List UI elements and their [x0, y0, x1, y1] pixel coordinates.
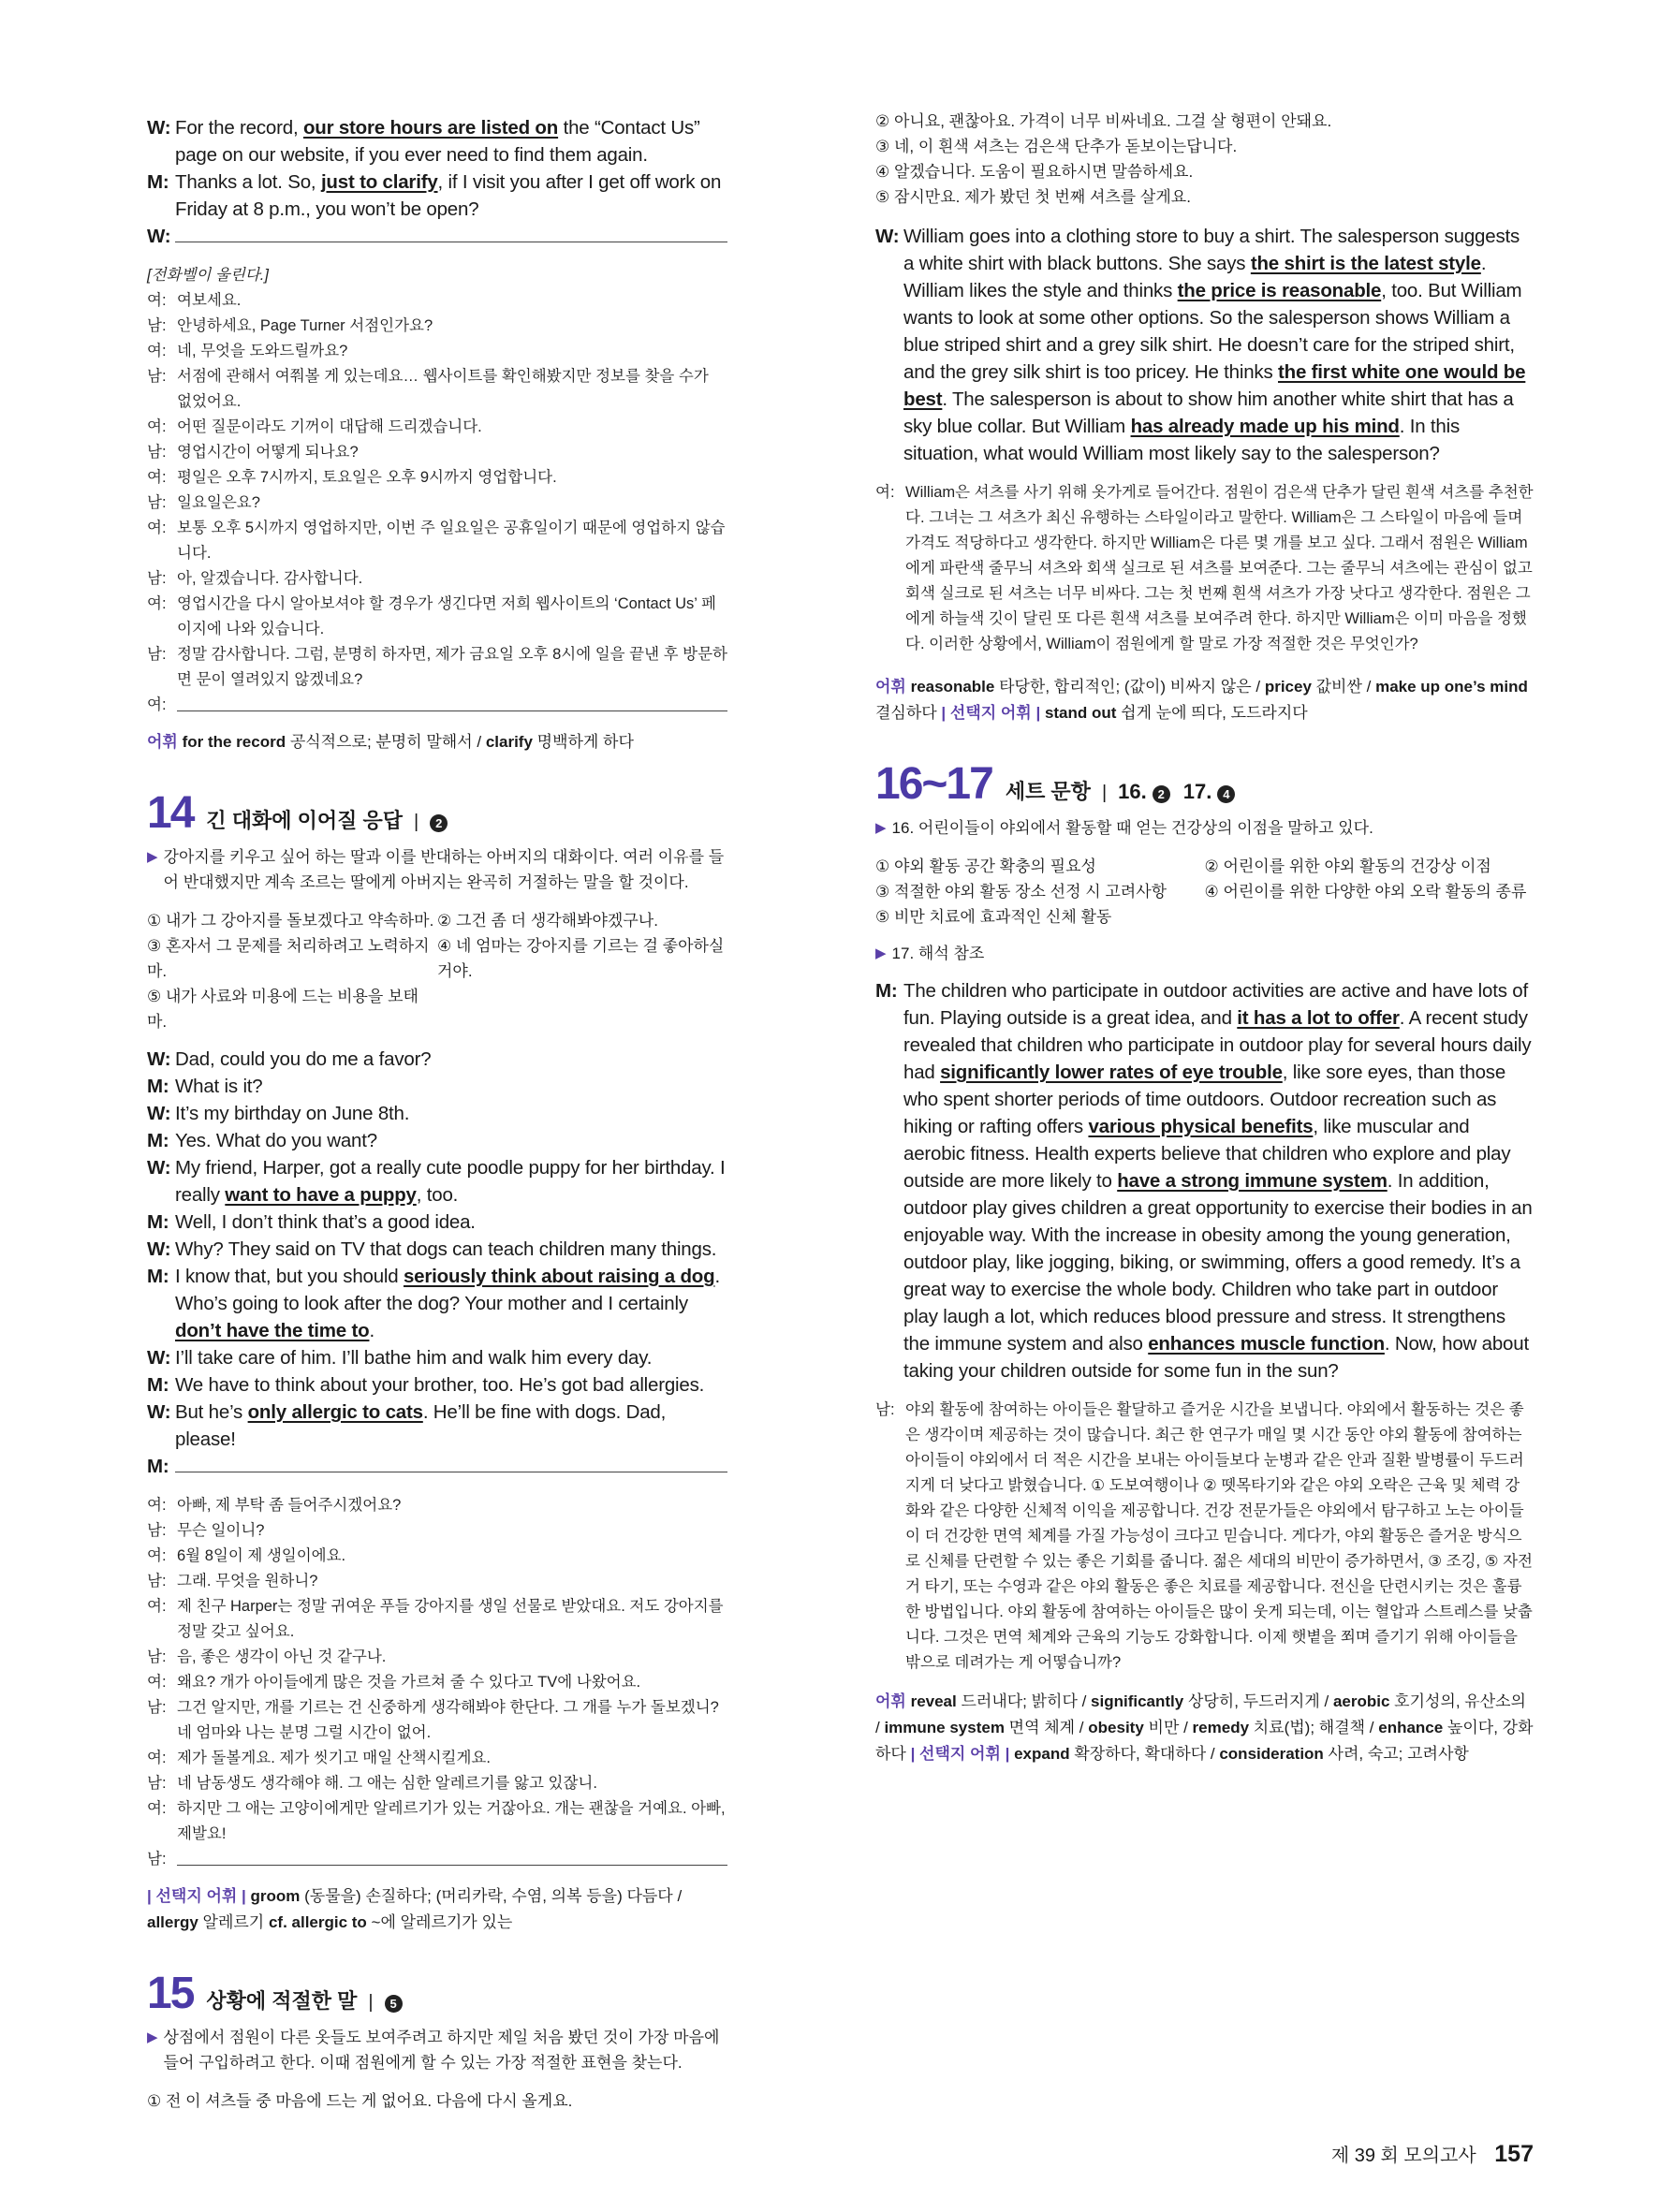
vocab-meaning: 사려, 숙고; 고려사항 [1323, 1745, 1469, 1763]
dialog-14 [147, 1046, 727, 1480]
dialog-line [147, 1154, 727, 1209]
vocab-meaning: 명백하게 하다 [532, 733, 634, 751]
translation-line [147, 465, 727, 491]
translation-line [147, 440, 727, 465]
speaker-label: 여: [147, 1800, 167, 1817]
text-segment: I know that, but you should [175, 1266, 404, 1287]
translation-text: 그래. 무엇을 원하니? [177, 1573, 318, 1589]
translation-text [177, 693, 727, 720]
speaker-label: W: [147, 1048, 171, 1070]
translation-text: 아, 알겠습니다. 감사합니다. [177, 570, 363, 587]
dialog-text [175, 1453, 727, 1480]
translation-text: 무슨 일이니? [177, 1522, 265, 1539]
triangle-icon: ▶ [875, 820, 887, 836]
key-phrase: enhances muscle function [1148, 1333, 1385, 1355]
vocab-term: cf. allergic to [268, 1913, 367, 1931]
option-15-1: ① 전 이 셔츠들 중 마음에 드는 게 없어요. 다음에 다시 올게요. [147, 2092, 573, 2110]
translation-text: 정말 감사합니다. 그럼, 분명히 하자면, 제가 금요일 오후 8시에 일을 끝낸 후 방문하면 문이 열려있지 않겠네요? [177, 646, 727, 688]
translation-line [147, 1594, 727, 1645]
speaker-label: 여: [875, 484, 895, 501]
separator: | [1101, 783, 1108, 803]
section-number: 15 [147, 1969, 194, 2018]
vocab-heading: | 선택지 어휘 | [147, 1887, 251, 1905]
translation-text: 왜요? 개가 아이들에게 많은 것을 가르쳐 줄 수 있다고 TV에 나왔어요. [177, 1674, 641, 1691]
dialog-line [147, 223, 727, 250]
vocab-term: obesity [1088, 1719, 1144, 1736]
speaker-label: 여: [147, 1547, 167, 1564]
vocab-meaning: 공식적으로; 분명히 말해서 / [286, 733, 486, 751]
vocab-heading: 어휘 [875, 678, 911, 696]
dialog-text [175, 168, 727, 223]
vocab-meaning: 상당히, 두드러지게 / [1183, 1692, 1333, 1710]
vocab-term: expand [1014, 1745, 1070, 1763]
speaker-label: 남: [147, 1851, 167, 1868]
section-15-header [147, 1968, 727, 2019]
option-item: ③ 혼자서 그 문제를 처리하려고 노력하지 마. [147, 937, 430, 980]
vocab-term: groom [250, 1887, 301, 1905]
text-segment: We have to think about your brother, too. He’s got bad allergies. [175, 1374, 705, 1396]
translation-text: 야외 활동에 참여하는 아이들은 활달하고 즐거운 시간을 보냅니다. 야외에서 활동하는 것은 좋은 생각이며 제공하는 것이 많습니다. 최근 한 연구가 매일 몇 시간 동안 야외 활동에 참여하는 아이들이 야외에서 더 적은 시간을 보내는 아이들보다 눈병과 같은 안과 질환 발병률이 두드러지게 더 낮다고 밝혔습니다. ① 도보여행이나 ② 뗏목타기와 같은 야외 오락은 근육 및 체력 강화와 같은 다양한 신체적 이익을 제공합니다. 건강 전문가들은 야외에서 탐구하고 노는 아이들이 더 건강한 면역 체계를 가질 가능성이 크다고 믿습니다. 게다가, 야외 활동은 즐거운 방식으로 신체를 단련할 수 있는 좋은 기회를 줍니다. 젊은 세대의 비만이 증가하면서, ③ 조깅, ⑤ 자전거 타기, 또는 수영과 같은 야외 활동은 좋은 치료를 제공합니다. 전신을 단련시키는 것은 훌륭한 방법입니다. 야외 활동에 참여하는 아이들은 많이 웃게 되는데, 이는 혈압과 스트레스를 낮춥니다. 그것은 면역 체계와 근육의 기능도 강화합니다. 이제 햇볕을 쬐며 즐기기 위해 아이들을 밖으로 데려가는 게 어떻습니까? [905, 1401, 1533, 1671]
translation-text: 6월 8일이 제 생일이에요. [177, 1547, 346, 1564]
vocab-meaning: 치료(법); 해결책 / [1249, 1719, 1379, 1736]
section-15-desc [147, 2025, 727, 2075]
speaker-label: 남: [875, 1401, 895, 1418]
dialog-line [147, 1073, 727, 1100]
answer-blank [177, 1847, 727, 1866]
options-16 [875, 854, 1534, 930]
translation-text: 그건 알지만, 개를 기르는 건 신중하게 생각해봐야 한단다. 그 개를 누가 돌보겠니? 네 엄마와 나는 분명 그럴 시간이 없어. [177, 1699, 719, 1741]
translation-line [147, 566, 727, 592]
speaker-label: 남: [147, 444, 167, 461]
speaker-label: W: [147, 1347, 171, 1369]
left-column [147, 114, 727, 2114]
text-segment: the “Contact Us” page on our website, if you ever need to find them again. [175, 117, 700, 166]
vocab-term: immune system [884, 1719, 1005, 1736]
speaker-label: M: [147, 171, 169, 193]
key-phrase: has already made up his mind [1130, 416, 1400, 437]
dialog-line [147, 1127, 727, 1154]
translation-line [875, 1398, 1534, 1676]
vocab-meaning: 호기성의, 유산소의 / [875, 1692, 1526, 1736]
translation-line [147, 1771, 727, 1796]
key-phrase: various physical benefits [1088, 1116, 1314, 1137]
translation-line [875, 480, 1534, 657]
text-segment: . A recent study revealed that children who participate in outdoor play for several hours daily had [903, 1007, 1532, 1083]
option-item: ⑤ 비만 치료에 효과적인 신체 활동 [875, 908, 1112, 926]
dialog-text [175, 1263, 727, 1344]
translation-text: 서점에 관해서 여쭤볼 게 있는데요… 웹사이트를 확인해봤지만 정보를 찾을 수가 없었어요. [177, 368, 709, 410]
dialog-text [175, 1100, 727, 1127]
text-segment: , too. But William wants to look at some other options. So the salesperson shows William a blue striped shirt and a grey silk shirt. He doesn’t care for the striped shirt, and the grey silk shirt is too pricey. He thinks [903, 280, 1522, 383]
translation-line [147, 1544, 727, 1569]
dialog-15 [875, 223, 1534, 467]
text-segment: But he’s [175, 1401, 248, 1423]
answer-blank [175, 1454, 727, 1472]
speaker-label: M: [875, 980, 898, 1002]
translation-line [147, 642, 727, 693]
text-segment: Yes. What do you want? [175, 1130, 377, 1151]
translation-line [147, 364, 727, 415]
footer-label: 제 39 회 모의고사 [1330, 2146, 1476, 2166]
speaker-label: W: [875, 226, 900, 247]
translation-line [147, 1695, 727, 1746]
answer-badge: 2 [430, 814, 448, 832]
vocab-meaning: ~에 알레르기가 있는 [366, 1913, 513, 1931]
translation-line [147, 1847, 727, 1874]
speaker-label: 남: [147, 1775, 167, 1792]
translation-line [147, 288, 727, 314]
dialog-line [147, 1046, 727, 1073]
translation-line [147, 592, 727, 642]
dialog-text [175, 1399, 727, 1453]
option-item: ② 그건 좀 더 생각해봐야겠구나. [437, 912, 658, 930]
translation-line [147, 491, 727, 516]
dialog-text [175, 1236, 727, 1263]
translation-text: 평일은 오후 7시까지, 토요일은 오후 9시까지 영업합니다. [177, 469, 557, 486]
vocab-term: aerobic [1332, 1692, 1390, 1710]
separator: | [368, 1992, 374, 2013]
speaker-label: 여: [147, 292, 167, 309]
translation-line [147, 1796, 727, 1847]
translation-line [147, 1493, 727, 1518]
translation-text: 음, 좋은 생각이 아닌 것 같구나. [177, 1648, 387, 1665]
vocab-meaning: 확장하다, 확대하다 / [1069, 1745, 1220, 1763]
translation-text: 아빠, 제 부탁 좀 들어주시겠어요? [177, 1497, 402, 1514]
text-segment: , like muscular and aerobic fitness. Health experts believe that children who explore and play outside are more likely to [903, 1116, 1511, 1192]
option-row [147, 984, 727, 1034]
answer-17-label: 17. [1182, 780, 1212, 803]
key-phrase: the first white one would be best [903, 361, 1526, 410]
text-segment: . Now, how about taking your children outside for some fun in the sun? [903, 1333, 1529, 1382]
translation-text: 영업시간을 다시 알아보셔야 할 경우가 생긴다면 저희 웹사이트의 ‘Contact Us’ 페이지에 나와 있습니다. [177, 595, 716, 637]
speaker-label: 남: [147, 1573, 167, 1589]
translation-text: 안녕하세요, Page Turner 서점인가요? [177, 317, 433, 334]
option-item [1205, 904, 1534, 930]
section-number: 16~17 [875, 759, 992, 809]
option-item: ④ 알겠습니다. 도움이 필요하시면 말씀하세요. [875, 163, 1194, 181]
vocab-heading: | 선택지 어휘 | [910, 1745, 1015, 1763]
vocab-term: reasonable [910, 678, 995, 696]
option-item: ⑤ 내가 사료와 미용에 드는 비용을 보태마. [147, 988, 418, 1031]
options-15-cont [875, 109, 1534, 210]
vocab-meaning: 결심하다 [875, 704, 942, 722]
text-segment: , like sore eyes, than those who spent shorter periods of time outdoors. Outdoor recreation such as hiking or rafting offers [903, 1062, 1506, 1137]
desc-text: 16. 어린이들이 야외에서 활동할 때 얻는 건강상의 이점을 말하고 있다. [891, 819, 1373, 837]
dialog-16-17 [875, 977, 1534, 1384]
vocab-heading: 어휘 [147, 733, 183, 751]
speaker-label: 여: [147, 595, 167, 612]
option-item: ① 야외 활동 공간 확충의 필요성 [875, 857, 1096, 875]
korean-translation-14 [147, 1493, 727, 1874]
answer-badge-17: 4 [1217, 785, 1235, 803]
dialog-text [175, 1371, 727, 1399]
option-item: ⑤ 잠시만요. 제가 봤던 첫 번째 셔츠를 살게요. [875, 188, 1191, 206]
vocab-15 [875, 674, 1534, 726]
text-segment: . [369, 1320, 374, 1341]
option-row [147, 908, 727, 933]
translation-text: 일요일은요? [177, 494, 260, 511]
desc-text: 상점에서 점원이 다른 옷들도 보여주려고 하지만 제일 처음 봤던 것이 가장 마음에 들어 구입하려고 한다. 이때 점원에게 할 수 있는 가장 적절한 표현을 찾는다. [163, 2029, 720, 2072]
option-row [875, 904, 1534, 930]
section-14-header [147, 787, 727, 839]
translation-line [147, 1746, 727, 1771]
text-segment: For the record, [175, 117, 303, 139]
vocab-meaning: 값비싼 / [1311, 678, 1376, 696]
vocab-meaning: 드러내다; 밝히다 / [956, 1692, 1092, 1710]
vocab-term: allergy [147, 1913, 198, 1931]
text-segment: . In this situation, what would William most likely say to the salesperson? [903, 416, 1461, 464]
text-segment: William goes into a clothing store to buy a shirt. The salesperson suggests a white shirt with black buttons. She says [903, 226, 1520, 274]
dialog-text [175, 1073, 727, 1100]
korean-translation-16-17 [875, 1398, 1534, 1676]
section-16-17-header [875, 758, 1534, 810]
speaker-label: W: [147, 226, 171, 247]
vocab-term: stand out [1044, 704, 1117, 722]
key-phrase: seriously think about raising a dog [403, 1266, 715, 1287]
option-item: ② 아니요, 괜찮아요. 가격이 너무 비싸네요. 그걸 살 형편이 안돼요. [875, 112, 1332, 130]
dialog-line [147, 1209, 727, 1236]
speaker-label: 남: [147, 368, 167, 385]
translation-line [147, 1569, 727, 1594]
text-segment: , too. [416, 1184, 459, 1206]
text-segment: Thanks a lot. So, [175, 171, 321, 193]
key-phrase: don’t have the time to [175, 1320, 370, 1341]
speaker-label: 여: [147, 696, 167, 713]
translation-text: 여보세요. [177, 292, 242, 309]
speaker-label: W: [147, 1401, 171, 1423]
section-16-desc [875, 815, 1534, 841]
speaker-label: 여: [147, 520, 167, 536]
section-title: 세트 문항 [1005, 780, 1091, 803]
translation-line [147, 693, 727, 720]
answer-badge: 5 [385, 1995, 403, 2013]
text-segment: It’s my birthday on June 8th. [175, 1103, 410, 1124]
separator: | [414, 812, 419, 832]
answer-16-label: 16. [1118, 780, 1147, 803]
vocab-term: significantly [1091, 1692, 1184, 1710]
translation-line [147, 415, 727, 440]
triangle-icon: ▶ [147, 2029, 158, 2045]
dialog-line [147, 1371, 727, 1399]
translation-line [147, 1670, 727, 1695]
dialog-line [147, 1344, 727, 1371]
vocab-meaning: (동물을) 손질하다; (머리카락, 수염, 의복 등을) 다듬다 / [300, 1887, 683, 1905]
speaker-label: 여: [147, 1497, 167, 1514]
page-footer [1331, 2140, 1534, 2168]
vocab-16-17 [875, 1689, 1534, 1767]
speaker-label: M: [147, 1266, 169, 1287]
key-phrase: our store hours are listed on [302, 117, 559, 139]
key-phrase: have a strong immune system [1117, 1170, 1388, 1192]
dialog-line [147, 1453, 727, 1480]
speaker-label: W: [147, 117, 171, 139]
text-segment: I’ll take care of him. I’ll bathe him and walk him every day. [175, 1347, 653, 1369]
key-phrase: the price is reasonable [1177, 280, 1382, 301]
speaker-label: M: [147, 1076, 169, 1097]
speaker-label: 남: [147, 1522, 167, 1539]
korean-translation-15 [875, 480, 1534, 657]
dialog-text [175, 223, 727, 250]
option-item: ④ 어린이를 위한 다양한 야외 오락 활동의 종류 [1204, 883, 1527, 901]
translation-text: 제가 돌볼게요. 제가 씻기고 매일 산책시킬게요. [177, 1750, 491, 1766]
desc-text: 17. 해석 참조 [891, 945, 985, 962]
translation-text: 네 남동생도 생각해야 해. 그 애는 심한 알레르기를 앓고 있잖니. [177, 1775, 597, 1792]
key-phrase: want to have a puppy [225, 1184, 417, 1206]
speaker-label: M: [147, 1130, 169, 1151]
speaker-label: 남: [147, 646, 167, 663]
vocab-meaning: 높이다, 강화하다 [875, 1719, 1534, 1763]
translation-text [177, 1847, 727, 1874]
speaker-label: 남: [147, 570, 167, 587]
speaker-label: 여: [147, 343, 167, 359]
section-17-desc [875, 941, 1534, 966]
speaker-label: 여: [147, 418, 167, 435]
vocab-heading: | 선택지 어휘 | [941, 704, 1045, 722]
text-segment: Why? They said on TV that dogs can teach children many things. [175, 1238, 717, 1260]
option-item: ③ 네, 이 흰색 셔츠는 검은색 단추가 돋보이는답니다. [875, 138, 1238, 155]
speaker-label: 남: [147, 1648, 167, 1665]
korean-translation-13 [147, 263, 727, 720]
dialog-text [175, 1046, 727, 1073]
page-number: 157 [1494, 2141, 1534, 2167]
option-item [437, 984, 727, 1034]
vocab-heading: 어휘 [875, 1692, 911, 1710]
speaker-label: W: [147, 1103, 171, 1124]
vocab-14 [147, 1883, 727, 1936]
speaker-label: 여: [147, 469, 167, 486]
text-segment: . William likes the style and thinks [903, 253, 1487, 301]
vocab-meaning: 타당한, 합리적인; (값이) 비싸지 않은 / [994, 678, 1265, 696]
speaker-label: 여: [147, 1598, 167, 1615]
answer-badge-16: 2 [1153, 785, 1170, 803]
option-row [875, 879, 1534, 904]
text-segment: . The salesperson is about to show him another white shirt that has a sky blue collar. But William [903, 388, 1514, 437]
desc-text: 강아지를 키우고 싶어 하는 딸과 이를 반대하는 아버지의 대화이다. 여러 이유를 들어 반대했지만 계속 조르는 딸에게 아버지는 완곡히 거절하는 말을 할 것이다. [163, 848, 725, 891]
key-phrase: the shirt is the latest style [1250, 253, 1481, 274]
triangle-icon: ▶ [147, 849, 158, 865]
dialog-text [175, 1154, 727, 1209]
translation-line [147, 339, 727, 364]
option-item: ② 어린이를 위한 야외 활동의 건강상 이점 [1204, 857, 1491, 875]
dialog-line [875, 223, 1534, 467]
translation-line [147, 314, 727, 339]
speaker-label: M: [147, 1374, 169, 1396]
stage-direction: [전화벨이 울린다.] [147, 267, 269, 284]
text-segment: The children who participate in outdoor activities are active and have lots of fun. Playing outside is a great idea, and [903, 980, 1528, 1029]
vocab-term: enhance [1378, 1719, 1444, 1736]
speaker-label: 남: [147, 1699, 167, 1716]
triangle-icon: ▶ [875, 945, 887, 961]
translation-text: 영업시간이 어떻게 되나요? [177, 444, 359, 461]
speaker-label: 여: [147, 1750, 167, 1766]
vocab-term: pricey [1264, 678, 1312, 696]
speaker-label: 남: [147, 317, 167, 334]
translation-text: 보통 오후 5시까지 영업하지만, 이번 주 일요일은 공휴일이기 때문에 영업하지 않습니다. [177, 520, 726, 562]
option-row [875, 854, 1534, 879]
speaker-label: 남: [147, 494, 167, 511]
text-segment: What is it? [175, 1076, 263, 1097]
section-title: 상황에 적절한 말 [206, 1989, 358, 2013]
option-row [147, 933, 727, 984]
translation-line [147, 516, 727, 566]
key-phrase: it has a lot to offer [1237, 1007, 1400, 1029]
dialog-line [147, 1236, 727, 1263]
translation-line [147, 1518, 727, 1544]
section-14-desc [147, 844, 727, 895]
text-segment: , if I visit you after I get off work on Friday at 8 p.m., you won’t be open? [175, 171, 722, 220]
vocab-meaning: 쉽게 눈에 띄다, 도드라지다 [1116, 704, 1308, 722]
vocab-13 [147, 729, 727, 755]
dialog-line [147, 1399, 727, 1453]
speaker-label: W: [147, 1238, 171, 1260]
section-number: 14 [147, 788, 194, 838]
options-14 [147, 908, 727, 1034]
dialog-text [175, 114, 727, 168]
translation-text: William은 셔츠를 사기 위해 옷가게로 들어간다. 점원이 검은색 단추가 달린 흰색 셔츠를 추천한다. 그녀는 그 셔츠가 최신 유행하는 스타일이라고 말한다. William은 그 스타일이 마음에 들며 가격도 적당하다고 생각한다. 하지만 William은 다른 몇 개를 보고 싶다. 그래서 점원은 William에게 파란색 줄무늬 셔츠와 회색 실크로 된 셔츠를 보여준다. 그는 줄무늬 셔츠에는 관심이 없고 회색 실크로 된 셔츠는 너무 비싸다. 그는 첫 번째 흰색 셔츠가 가장 낫다고 생각한다. 점원은 그에게 하늘색 깃이 달린 또 다른 흰색 셔츠를 보여주려 한다. 하지만 William은 이미 마음을 정했다. 이러한 상황에서, William이 점원에게 할 말로 가장 적절한 것은 무엇인가? [905, 484, 1534, 652]
answer-blank [177, 693, 727, 711]
speaker-label: M: [147, 1211, 169, 1233]
key-phrase: only allergic to cats [247, 1401, 423, 1423]
dialog-text [175, 1344, 727, 1371]
option-item: ④ 네 엄마는 강아지를 기르는 걸 좋아하실 거야. [437, 937, 725, 980]
translation-text: 네, 무엇을 도와드릴까요? [177, 343, 348, 359]
text-segment: . In addition, outdoor play gives children a great opportunity to exercise their bodies in an enjoyable way. With the increase in obesity among the young generation, outdoor play, like jogging, biking, or swimming, offers a good remedy. It’s a great way to exercise the whole body. Children who take part in outdoor play laugh a lot, which reduces blood pressure and stress. It strengthens the immune system and also [903, 1170, 1533, 1355]
dialog-line [147, 1100, 727, 1127]
vocab-term: clarify [485, 733, 533, 751]
vocab-term: for the record [182, 733, 286, 751]
vocab-term: reveal [910, 1692, 957, 1710]
key-phrase: just to clarify [320, 171, 438, 193]
answer-blank [175, 224, 727, 242]
dialog-text [903, 977, 1534, 1384]
speaker-label: 여: [147, 1674, 167, 1691]
text-segment: Dad, could you do me a favor? [175, 1048, 432, 1070]
text-segment: . He’ll be fine with dogs. Dad, please! [175, 1401, 667, 1450]
translation-text: 어떤 질문이라도 기꺼이 대답해 드리겠습니다. [177, 418, 482, 435]
vocab-term: remedy [1192, 1719, 1250, 1736]
vocab-term: make up one’s mind [1375, 678, 1528, 696]
text-segment: . Who’s going to look after the dog? Your mother and I certainly [175, 1266, 720, 1314]
dialog-line [875, 977, 1534, 1384]
dialog-line [147, 1263, 727, 1344]
dialog-line [147, 168, 727, 223]
dialog-text [175, 1127, 727, 1154]
dialog-text [903, 223, 1534, 467]
text-segment: My friend, Harper, got a really cute poodle puppy for her birthday. I really [175, 1157, 726, 1206]
translation-text: 하지만 그 애는 고양이에게만 알레르기가 있는 거잖아요. 개는 괜찮을 거예요. 아빠, 제발요! [177, 1800, 726, 1842]
dialog-line [147, 114, 727, 168]
speaker-label: M: [147, 1456, 169, 1477]
vocab-term: consideration [1219, 1745, 1324, 1763]
option-item: ① 내가 그 강아지를 돌보겠다고 약속하마. [147, 912, 434, 930]
speaker-label: W: [147, 1157, 171, 1179]
section-title: 긴 대화에 이어질 응답 [206, 809, 403, 832]
vocab-meaning: 비만 / [1143, 1719, 1193, 1736]
vocab-meaning: 면역 체계 / [1004, 1719, 1089, 1736]
right-column [875, 114, 1534, 1767]
translation-text: 제 친구 Harper는 정말 귀여운 푸들 강아지를 생일 선물로 받았대요. 저도 강아지를 정말 갖고 싶어요. [177, 1598, 724, 1640]
option-item: ③ 적절한 야외 활동 장소 선정 시 고려사항 [875, 883, 1167, 901]
dialog-13 [147, 114, 727, 250]
text-segment: Well, I don’t think that’s a good idea. [175, 1211, 476, 1233]
translation-line [147, 1645, 727, 1670]
dialog-text [175, 1209, 727, 1236]
key-phrase: significantly lower rates of eye trouble [940, 1062, 1283, 1083]
vocab-meaning: 알레르기 [198, 1913, 269, 1931]
